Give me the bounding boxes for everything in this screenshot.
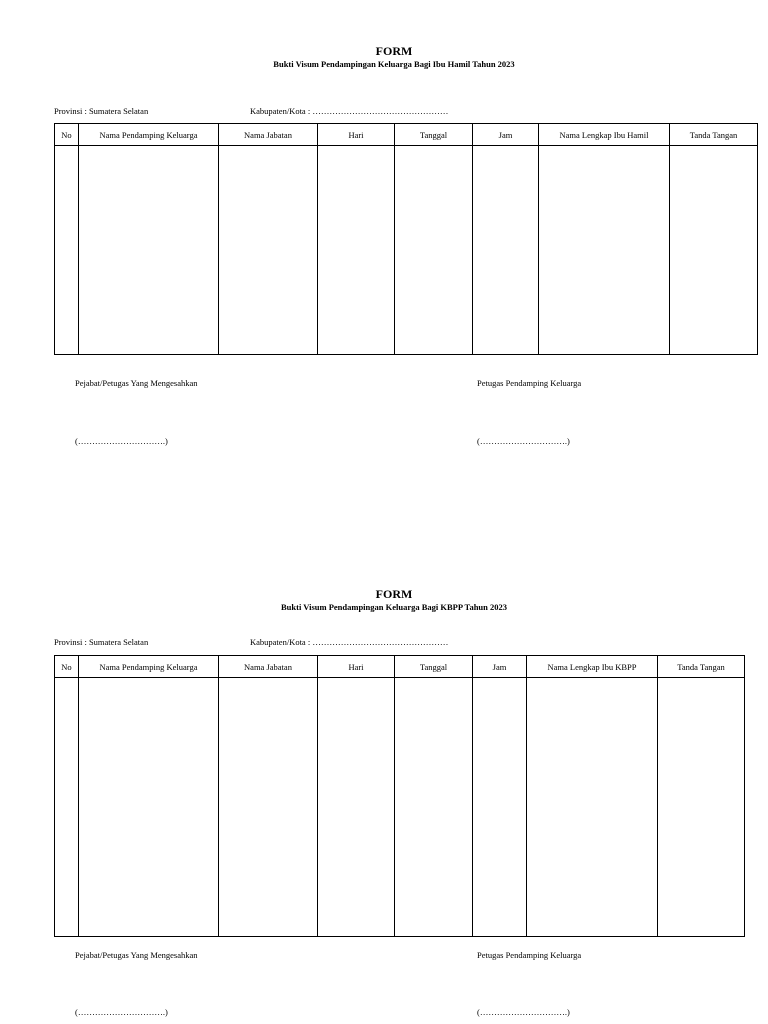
left-signer-title: Pejabat/Petugas Yang Mengesahkan	[75, 378, 198, 388]
column-header: Tanggal	[395, 124, 473, 146]
form-subtitle: Bukti Visum Pendampingan Keluarga Bagi Ibu Hamil Tahun 2023	[273, 59, 515, 69]
table-cell[interactable]	[318, 678, 395, 937]
column-header: Hari	[318, 124, 395, 146]
right-signature-blank[interactable]: (………………………….)	[477, 436, 570, 446]
right-signature-blank[interactable]: (………………………….)	[477, 1007, 570, 1017]
table-cell[interactable]	[527, 678, 658, 937]
visum-table	[54, 123, 758, 355]
column-header: Hari	[318, 656, 395, 678]
column-header: No	[55, 656, 79, 678]
province-label: Provinsi : Sumatera Selatan	[54, 106, 149, 116]
table-cell[interactable]	[658, 678, 745, 937]
table-cell[interactable]	[473, 678, 527, 937]
table-row	[55, 678, 745, 937]
table-header-row	[55, 656, 745, 678]
form-title: FORM	[375, 44, 413, 58]
right-signer-title: Petugas Pendamping Keluarga	[477, 378, 582, 388]
table-cell[interactable]	[539, 146, 670, 355]
column-header: Nama Pendamping Keluarga	[79, 124, 219, 146]
right-signer-title: Petugas Pendamping Keluarga	[477, 950, 582, 960]
form-subtitle: Bukti Visum Pendampingan Keluarga Bagi KBPP Tahun 2023	[280, 602, 508, 612]
table-cell[interactable]	[395, 146, 473, 355]
visum-table	[54, 655, 745, 937]
table-header-row	[55, 124, 758, 146]
column-header: Jam	[473, 656, 527, 678]
column-header: Nama Lengkap Ibu KBPP	[527, 656, 658, 678]
table-cell[interactable]	[395, 678, 473, 937]
table-cell[interactable]	[55, 678, 79, 937]
table-cell[interactable]	[79, 678, 219, 937]
column-header: Nama Jabatan	[219, 124, 318, 146]
table-row	[55, 146, 758, 355]
column-header: Nama Jabatan	[219, 656, 318, 678]
table-cell[interactable]	[219, 146, 318, 355]
table-cell[interactable]	[318, 146, 395, 355]
table-cell[interactable]	[219, 678, 318, 937]
table-cell[interactable]	[473, 146, 539, 355]
column-header: Nama Pendamping Keluarga	[79, 656, 219, 678]
regency-field[interactable]: Kabupaten/Kota : …………………………………………	[250, 637, 449, 647]
column-header: Jam	[473, 124, 539, 146]
column-header: Tanggal	[395, 656, 473, 678]
left-signer-title: Pejabat/Petugas Yang Mengesahkan	[75, 950, 198, 960]
form-title: FORM	[375, 587, 413, 601]
column-header: Tanda Tangan	[658, 656, 745, 678]
column-header: Nama Lengkap Ibu Hamil	[539, 124, 670, 146]
table-cell[interactable]	[79, 146, 219, 355]
table-cell[interactable]	[55, 146, 79, 355]
column-header: Tanda Tangan	[670, 124, 758, 146]
regency-field[interactable]: Kabupaten/Kota : …………………………………………	[250, 106, 449, 116]
province-label: Provinsi : Sumatera Selatan	[54, 637, 149, 647]
column-header: No	[55, 124, 79, 146]
left-signature-blank[interactable]: (………………………….)	[75, 1007, 168, 1017]
left-signature-blank[interactable]: (………………………….)	[75, 436, 168, 446]
table-cell[interactable]	[670, 146, 758, 355]
